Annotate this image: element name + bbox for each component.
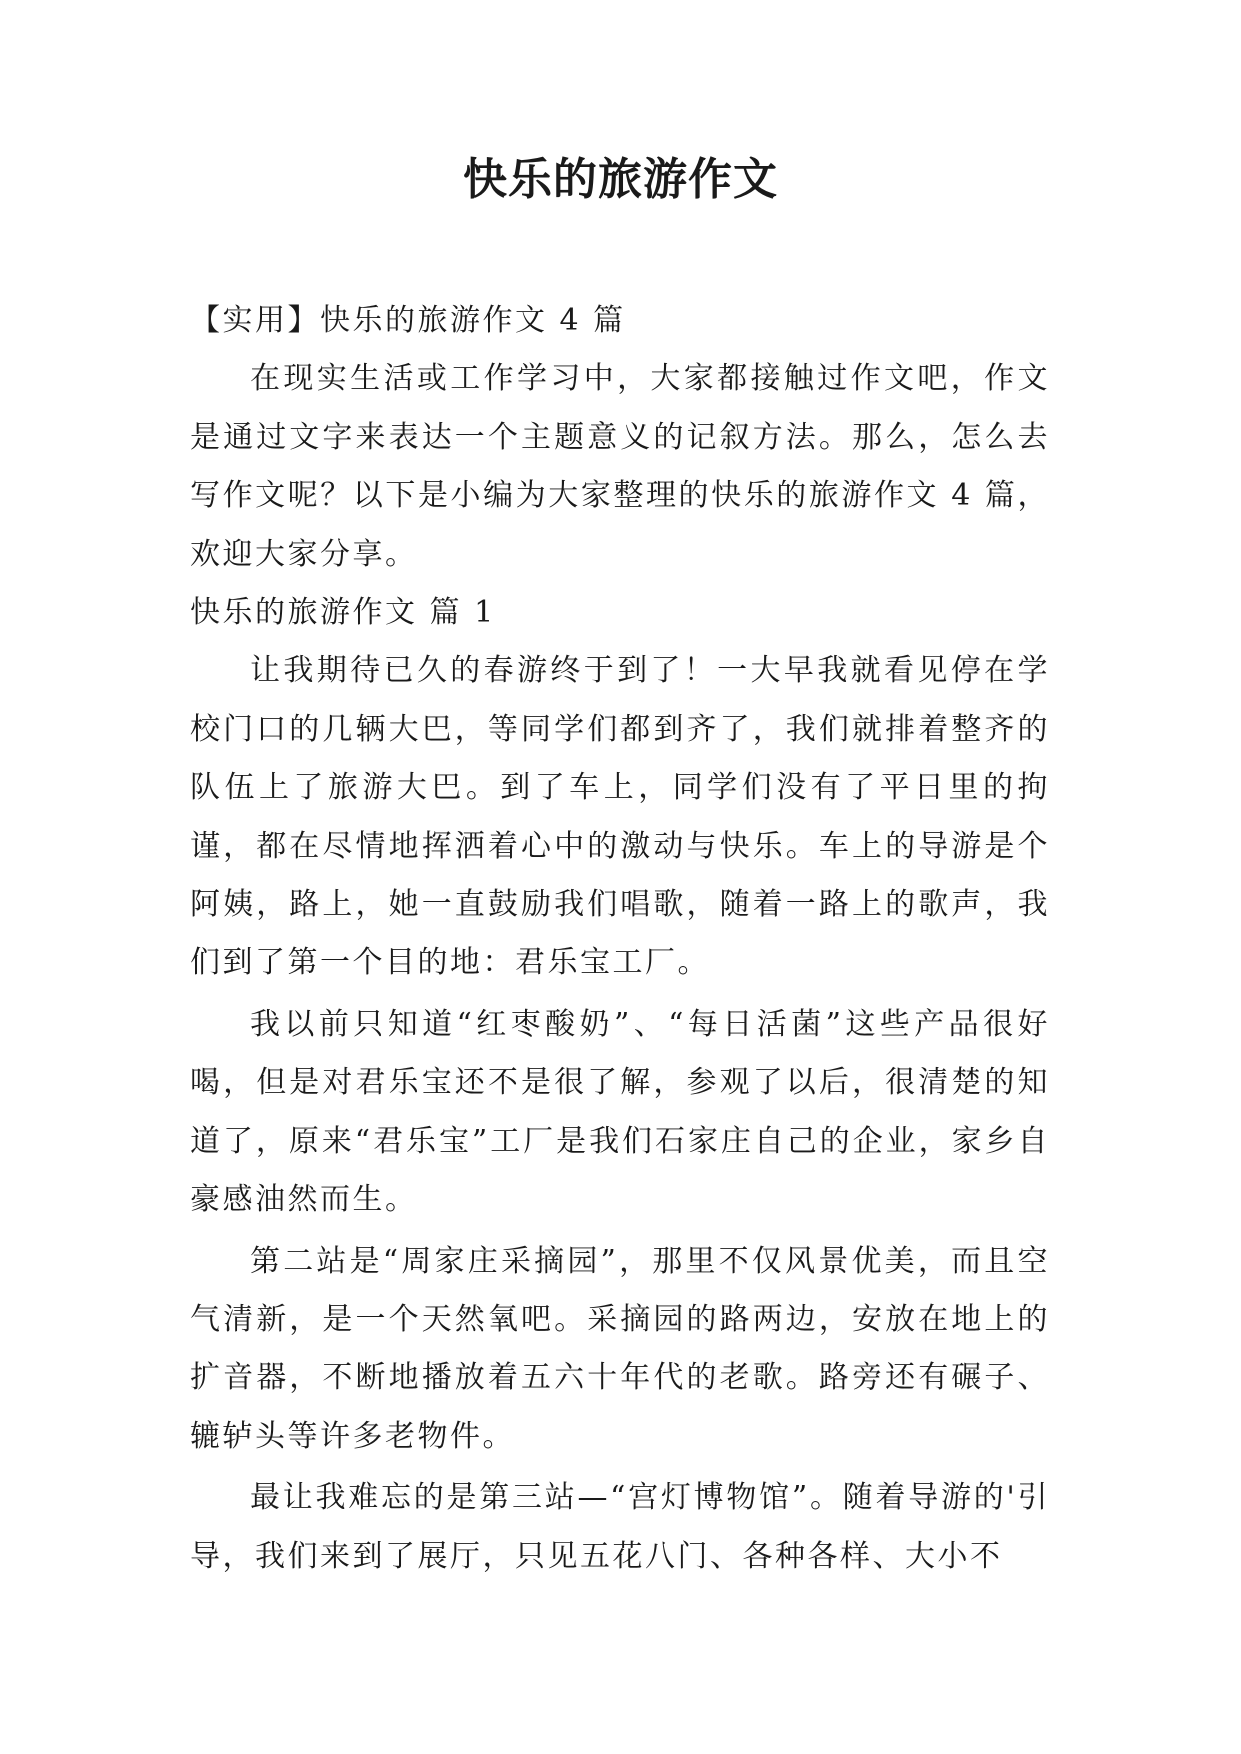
document-body bbox=[190, 292, 1050, 1586]
body-paragraph: 第二站是“周家庄采摘园”，那里不仅风景优美，而且空气清新，是一个天然氧吧。采摘园的路两边，安放在地上的扩音器，不断地播放着五六十年代的老歌。路旁还有碾子、辘轳头等许多老物件。 bbox=[190, 1243, 1050, 1454]
body-paragraph: 最让我难忘的是第三站—“宫灯博物馆”。随着导游的'引导，我们来到了展厅，只见五花八门、各种各样、大小不 bbox=[190, 1480, 1050, 1574]
body-paragraph: 让我期待已久的春游终于到了！一大早我就看见停在学校门口的几辆大巴，等同学们都到齐了，我们就排着整齐的队伍上了旅游大巴。到了车上，同学们没有了平日里的拘谨，都在尽情地挥洒着心中的激动与快乐。车上的导游是个阿姨，路上，她一直鼓励我们唱歌，随着一路上的歌声，我们到了第一个目的地：君乐宝工厂。 bbox=[190, 653, 1050, 981]
intro-paragraph: 在现实生活或工作学习中，大家都接触过作文吧，作文是通过文字来表达一个主题意义的记叙方法。那么，怎么去写作文呢？以下是小编为大家整理的快乐的旅游作文 4 篇，欢迎大家分享。 bbox=[190, 361, 1050, 572]
body-paragraph: 我以前只知道“红枣酸奶”、“每日活菌”这些产品很好喝，但是对君乐宝还不是很了解，参观了以后，很清楚的知道了，原来“君乐宝”工厂是我们石家庄自己的企业，家乡自豪感油然而生。 bbox=[190, 1006, 1050, 1218]
document-subtitle: 【实用】快乐的旅游作文 4 篇 bbox=[190, 303, 626, 338]
document-title: 快乐的旅游作文 bbox=[463, 154, 778, 205]
section-heading: 快乐的旅游作文 篇 1 bbox=[190, 595, 496, 631]
